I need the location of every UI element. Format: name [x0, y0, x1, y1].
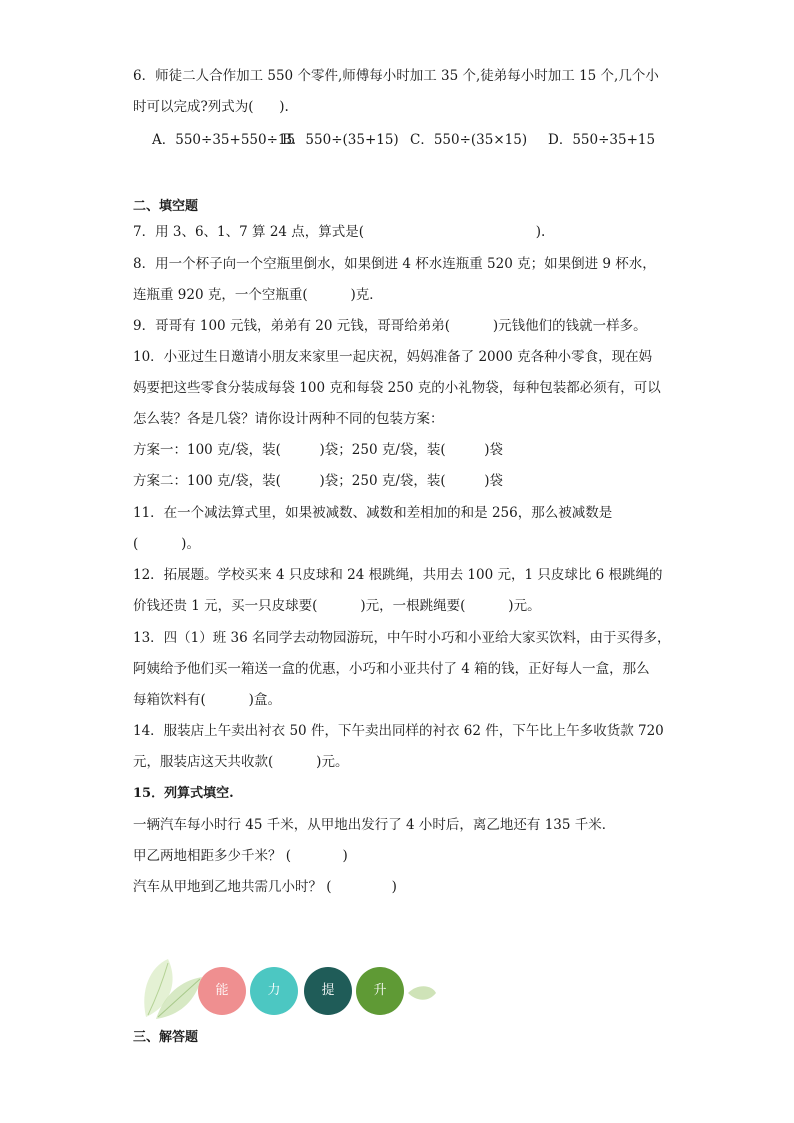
banner-circle-3: 提	[304, 967, 352, 1015]
banner-circle-2: 力	[250, 967, 298, 1015]
q6-line2: 时可以完成?列式为( ).	[133, 99, 289, 115]
q10-line2: 妈要把这些零食分装成每袋 100 克和每袋 250 克的小礼物袋，每种包装都必须有，可以	[133, 380, 661, 396]
q15-line3: 汽车从甲地到乙地共需几小时？ ( )	[133, 879, 397, 895]
q10-plan1: 方案一：100 克/袋，装( )袋；250 克/袋，装( )袋	[133, 442, 504, 458]
banner-circle-4: 升	[356, 967, 404, 1015]
ability-banner	[138, 955, 438, 1025]
q7: 7．用 3、6、1、7 算 24 点，算式是( ).	[133, 224, 546, 240]
q6-option-d: D．550÷35+15	[548, 132, 656, 148]
q8-line2: 连瓶重 920 克，一个空瓶重( )克．	[133, 287, 383, 303]
q12-line1: 12．拓展题。学校买来 4 只皮球和 24 根跳绳，共用去 100 元，1 只皮球比 6 根跳绳的	[133, 567, 663, 583]
q14-line1: 14．服装店上午卖出衬衣 50 件，下午卖出同样的衬衣 62 件，下午比上午多收货款 720	[133, 723, 664, 739]
q15-line1: 一辆汽车每小时行 45 千米，从甲地出发行了 4 小时后，离乙地还有 135 千米．	[133, 817, 616, 833]
q6-option-a: A．550÷35+550÷15	[152, 132, 296, 148]
q8-line1: 8．用一个杯子向一个空瓶里倒水，如果倒进 4 杯水连瓶重 520 克；如果倒进 9 杯水，	[133, 256, 656, 272]
q11-line2: ( )。	[133, 536, 200, 552]
q13-line1: 13．四（1）班 36 名同学去动物园游玩，中午时小巧和小亚给大家买饮料，由于买得多，	[133, 630, 671, 646]
banner-circle-1: 能	[198, 967, 246, 1015]
q10-plan2: 方案二：100 克/袋，装( )袋；250 克/袋，装( )袋	[133, 473, 504, 489]
q13-line2: 阿姨给予他们买一箱送一盒的优惠，小巧和小亚共付了 4 箱的钱，正好每人一盒，那么	[133, 661, 650, 677]
q6-options	[152, 128, 672, 148]
q12-line2: 价钱还贵 1 元，买一只皮球要( )元，一根跳绳要( )元。	[133, 598, 541, 614]
q13-line3: 每箱饮料有( )盒。	[133, 692, 281, 708]
q10-line1: 10．小亚过生日邀请小朋友来家里一起庆祝，妈妈准备了 2000 克各种小零食，现在妈	[133, 349, 653, 365]
q11-line1: 11．在一个减法算式里，如果被减数、减数和差相加的和是 256，那么被减数是	[133, 505, 613, 521]
q15-title: 15．列算式填空.	[133, 786, 234, 801]
section-heading-answers: 三、解答题	[133, 1030, 199, 1045]
q6-line1: 6．师徒二人合作加工 550 个零件,师傅每小时加工 35 个,徒弟每小时加工 15 个,几个小	[133, 68, 659, 84]
q9: 9．哥哥有 100 元钱，弟弟有 20 元钱，哥哥给弟弟( )元钱他们的钱就一样多。	[133, 318, 647, 334]
section-heading-fill-in: 二、填空题	[133, 199, 199, 214]
q14-line2: 元，服装店这天共收款( )元。	[133, 754, 349, 770]
q10-line3: 怎么装？各是几袋？请你设计两种不同的包装方案：	[133, 411, 444, 427]
q6-option-c: C．550÷(35×15)	[410, 132, 528, 148]
q6-option-b: B．550÷(35+15)	[282, 132, 399, 148]
q15-line2: 甲乙两地相距多少千米？ ( )	[133, 848, 348, 864]
